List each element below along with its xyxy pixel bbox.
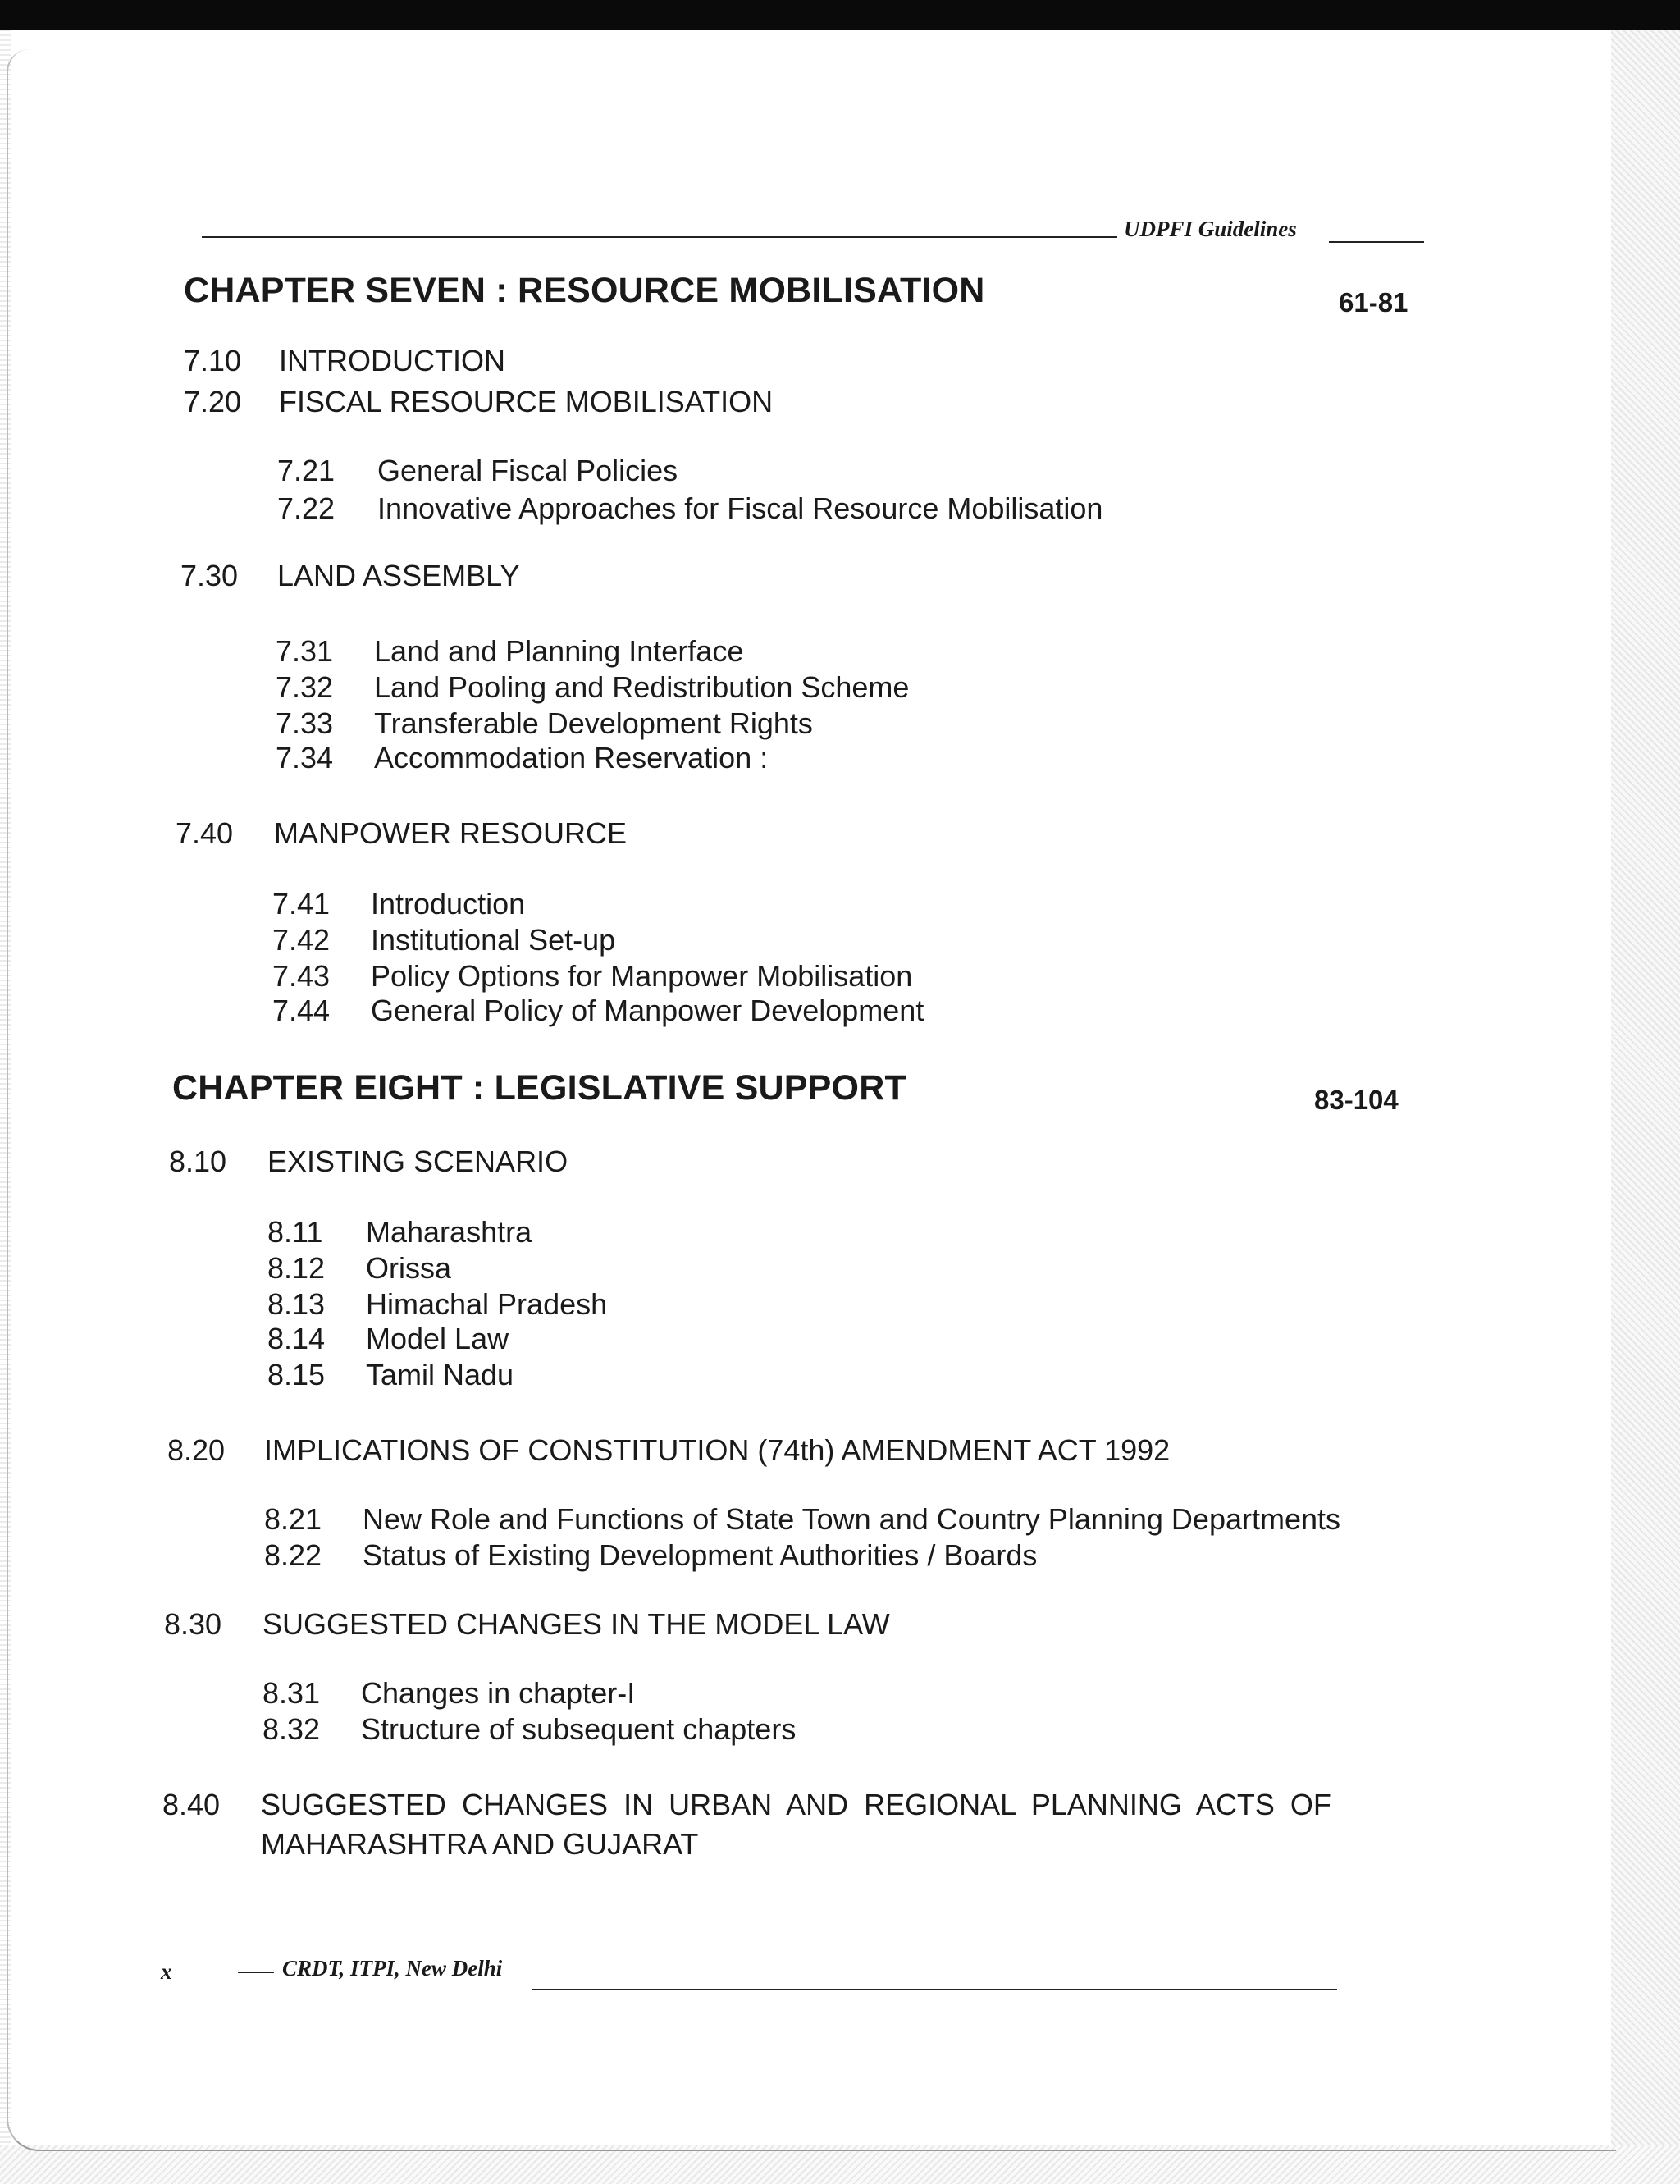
- subsection-title: General Policy of Manpower Development: [371, 994, 924, 1027]
- subsection-number: 7.21: [277, 454, 336, 487]
- subsection-number: 8.31: [262, 1676, 321, 1710]
- subsection-number: 7.43: [272, 959, 331, 993]
- section-number: 8.10: [169, 1145, 227, 1178]
- section-title: FISCAL RESOURCE MOBILISATION: [279, 385, 774, 418]
- subsection-title: Land and Planning Interface: [374, 634, 744, 668]
- subsection-title: Status of Existing Development Authorities / Boards: [363, 1538, 1038, 1572]
- section-title-line-1: SUGGESTED CHANGES IN URBAN AND REGIONAL PLANNING ACTS OF: [261, 1788, 1331, 1821]
- subsection-number: 7.33: [276, 706, 334, 740]
- chapter-title: CHAPTER EIGHT : LEGISLATIVE SUPPORT: [172, 1068, 906, 1108]
- subsection-number: 8.14: [267, 1322, 326, 1355]
- section-title: INTRODUCTION: [279, 344, 505, 377]
- subsection-number: 8.13: [267, 1287, 326, 1321]
- subsection-number: 7.42: [272, 923, 331, 957]
- subsection-title: Accommodation Reservation :: [374, 741, 769, 774]
- subsection-title: Land Pooling and Redistribution Scheme: [374, 670, 910, 704]
- subsection-title: Transferable Development Rights: [374, 706, 813, 740]
- subsection-number: 8.32: [262, 1712, 321, 1746]
- subsection-number: 7.22: [277, 491, 336, 525]
- page-marker: x: [161, 1959, 172, 1984]
- running-header: UDPFI Guidelines: [1124, 217, 1297, 241]
- section-title: IMPLICATIONS OF CONSTITUTION (74th) AMENDMENT ACT 1992: [264, 1433, 1171, 1467]
- subsection-title: Tamil Nadu: [366, 1358, 514, 1391]
- section-title: EXISTING SCENARIO: [267, 1145, 568, 1178]
- subsection-number: 8.11: [267, 1215, 323, 1249]
- chapter-title: CHAPTER SEVEN : RESOURCE MOBILISATION: [184, 271, 985, 310]
- subsection-number: 8.21: [264, 1502, 322, 1536]
- section-number: 8.40: [162, 1788, 221, 1821]
- subsection-number: 7.31: [276, 634, 334, 668]
- section-number: 8.30: [164, 1607, 222, 1641]
- section-title: MANPOWER RESOURCE: [274, 816, 628, 850]
- subsection-title: Structure of subsequent chapters: [361, 1712, 797, 1746]
- section-number: 7.10: [184, 344, 242, 377]
- scan-bottom-edge: [0, 2145, 1680, 2184]
- subsection-number: 7.34: [276, 741, 334, 774]
- section-number: 7.30: [180, 559, 239, 592]
- subsection-number: 8.15: [267, 1358, 326, 1391]
- header-rule-right: [1329, 241, 1424, 243]
- section-number: 7.40: [176, 816, 234, 850]
- header-rule-left: [202, 236, 1117, 238]
- footer-rule: [532, 1989, 1337, 1990]
- section-title: LAND ASSEMBLY: [277, 559, 520, 592]
- subsection-title: General Fiscal Policies: [377, 454, 678, 487]
- section-title: SUGGESTED CHANGES IN THE MODEL LAW: [262, 1607, 890, 1641]
- subsection-number: 7.32: [276, 670, 334, 704]
- chapter-page-range: 61-81: [1339, 287, 1408, 318]
- subsection-number: 8.22: [264, 1538, 322, 1572]
- subsection-title: New Role and Functions of State Town and Country Planning Departments: [363, 1502, 1341, 1536]
- subsection-number: 7.44: [272, 994, 331, 1027]
- subsection-title: Institutional Set-up: [371, 923, 616, 957]
- scan-right-edge: [1611, 30, 1680, 2184]
- subsection-title: Model Law: [366, 1322, 509, 1355]
- footer-dash: [238, 1972, 274, 1973]
- footer-text: CRDT, ITPI, New Delhi: [282, 1956, 503, 1981]
- section-number: 7.20: [184, 385, 242, 418]
- subsection-title: Introduction: [371, 887, 526, 921]
- subsection-title: Himachal Pradesh: [366, 1287, 608, 1321]
- section-title-line-2: MAHARASHTRA AND GUJARAT: [261, 1827, 699, 1861]
- subsection-number: 8.12: [267, 1251, 326, 1285]
- chapter-page-range: 83-104: [1314, 1085, 1399, 1115]
- subsection-title: Policy Options for Manpower Mobilisation: [371, 959, 913, 993]
- subsection-number: 7.41: [272, 887, 331, 921]
- subsection-title: Maharashtra: [366, 1215, 532, 1249]
- section-number: 8.20: [167, 1433, 226, 1467]
- subsection-title: Orissa: [366, 1251, 452, 1285]
- subsection-title: Changes in chapter-I: [361, 1676, 636, 1710]
- subsection-title: Innovative Approaches for Fiscal Resource Mobilisation: [377, 491, 1103, 525]
- scan-top-border: [0, 0, 1680, 30]
